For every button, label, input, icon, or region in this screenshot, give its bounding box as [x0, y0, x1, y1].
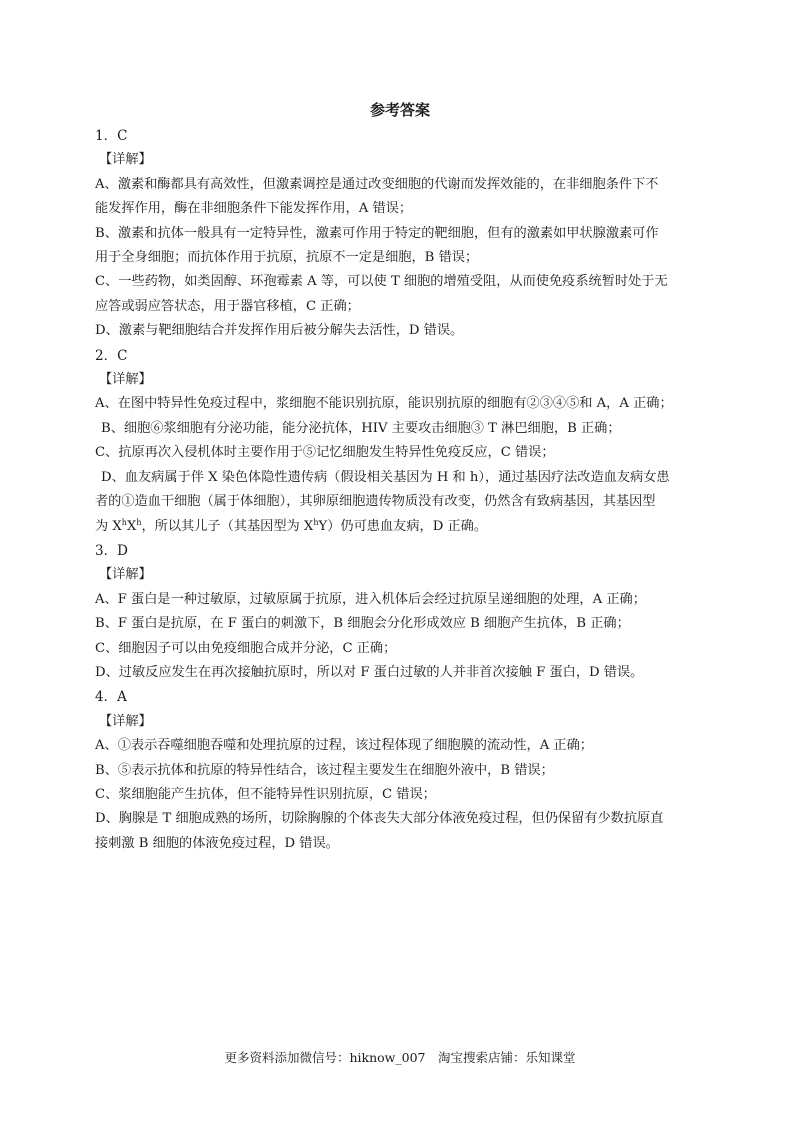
- answer-1-option-d-line-1: D、激素与靶细胞结合并发挥作用后被分解失去活性，D 错误。: [95, 323, 464, 339]
- answer-2-option-d-line-1: D、血友病属于伴 X 染色体隐性遗传病（假设相关基因为 H 和 h），通过基因疗法改造血友病女患: [101, 469, 670, 485]
- answer-1-option-a-line-1: A、激素和酶都具有高效性，但激素调控是通过改变细胞的代谢而发挥效能的，在非细胞条件下不: [95, 176, 659, 192]
- answer-4-option-d-line-1: D、胸腺是 T 细胞成熟的场所，切除胸腺的个体丧失大部分体液免疫过程，但仍保留有少数抗原直: [95, 811, 664, 827]
- answer-1-number: 1．C: [95, 128, 128, 144]
- answer-4-option-c-line-1: C、浆细胞能产生抗体，但不能特异性识别抗原，C 错误；: [95, 786, 436, 802]
- answer-1-option-b-line-2: 用于全身细胞；而抗体作用于抗原，抗原不一定是细胞，B 错误；: [95, 250, 479, 266]
- answer-4-detail-header: 【详解】: [99, 713, 152, 729]
- answer-1-detail-header: 【详解】: [99, 152, 152, 168]
- answer-content: [95, 124, 715, 856]
- allele-superscript: h: [121, 517, 127, 527]
- allele-superscript: h: [313, 517, 319, 527]
- answer-4-option-a-line-1: A、①表示吞噬细胞吞噬和处理抗原的过程，该过程体现了细胞膜的流动性，A 正确；: [95, 738, 593, 754]
- answer-2-option-d-line-2: 者的①造血干细胞（属于体细胞），其卵原细胞遗传物质没有改变，仍然含有致病基因，其基因型: [95, 494, 656, 510]
- answer-3-option-b-line-1: B、F 蛋白是抗原，在 F 蛋白的刺激下，B 细胞会分化形成效应 B 细胞产生抗体，B 正确；: [95, 616, 630, 632]
- genotype-prefix: 为 X: [95, 518, 122, 534]
- answer-3-option-c-line-1: C、细胞因子可以由免疫细胞合成并分泌，C 正确；: [95, 640, 397, 656]
- answer-4-option-d-line-2: 接刺激 B 细胞的体液免疫过程，D 错误。: [95, 835, 339, 851]
- genotype-suffix: Y）仍可患血友病，D 正确。: [318, 518, 488, 534]
- page-footer: 更多资料添加微信号：hiknow_007 淘宝搜索店铺：乐知课堂: [224, 1050, 576, 1065]
- answer-2-option-a-line-1: A、在图中特异性免疫过程中，浆细胞不能识别抗原，能识别抗原的细胞有②③④⑤和 A，A 正确；: [95, 396, 673, 412]
- answer-4-option-b-line-1: B、⑤表示抗体和抗原的特异性结合，该过程主要发生在细胞外液中，B 错误；: [95, 762, 554, 778]
- answer-3-option-a-line-1: A、F 蛋白是一种过敏原，过敏原属于抗原，进入机体后会经过抗原呈递细胞的处理，A 正确；: [95, 591, 646, 607]
- page-title: 参考答案: [369, 101, 430, 119]
- answer-1-option-b-line-1: B、激素和抗体一般具有一定特异性，激素可作用于特定的靶细胞，但有的激素如甲状腺激素可作: [95, 225, 659, 241]
- answer-3-number: 3．D: [95, 542, 128, 559]
- answer-4-number: 4．A: [95, 689, 127, 706]
- answer-3-detail-header: 【详解】: [99, 567, 152, 583]
- genotype-text: ，所以其儿子（其基因型为 X: [141, 518, 314, 534]
- answer-1-option-c-line-1: C、一些药物，如类固醇、环孢霉素 A 等，可以使 T 细胞的增殖受阻，从而使免疫系统暂时处于无: [95, 274, 668, 290]
- answer-1-option-a-line-2: 能发挥作用，酶在非细胞条件下能发挥作用，A 错误；: [95, 201, 413, 217]
- answer-2-option-b-line-1: B、细胞⑥浆细胞有分泌功能，能分泌抗体，HIV 主要攻击细胞③ T 淋巴细胞，B 正确；: [101, 420, 621, 436]
- answer-2-detail-header: 【详解】: [99, 372, 152, 388]
- answer-3-option-d-line-1: D、过敏反应发生在再次接触抗原时，所以对 F 蛋白过敏的人并非首次接触 F 蛋白，D 错误。: [95, 664, 644, 680]
- genotype-x: X: [126, 518, 137, 534]
- answer-2-option-d-line-3: [95, 515, 715, 539]
- allele-superscript: h: [136, 517, 142, 527]
- answer-2-number: 2．C: [95, 347, 128, 364]
- answer-1-option-c-line-2: 应答或弱应答状态，用于器官移植，C 正确；: [95, 298, 360, 314]
- answer-2-option-c-line-1: C、抗原再次入侵机体时主要作用于⑤记忆细胞发生特异性免疫反应，C 错误；: [95, 445, 555, 461]
